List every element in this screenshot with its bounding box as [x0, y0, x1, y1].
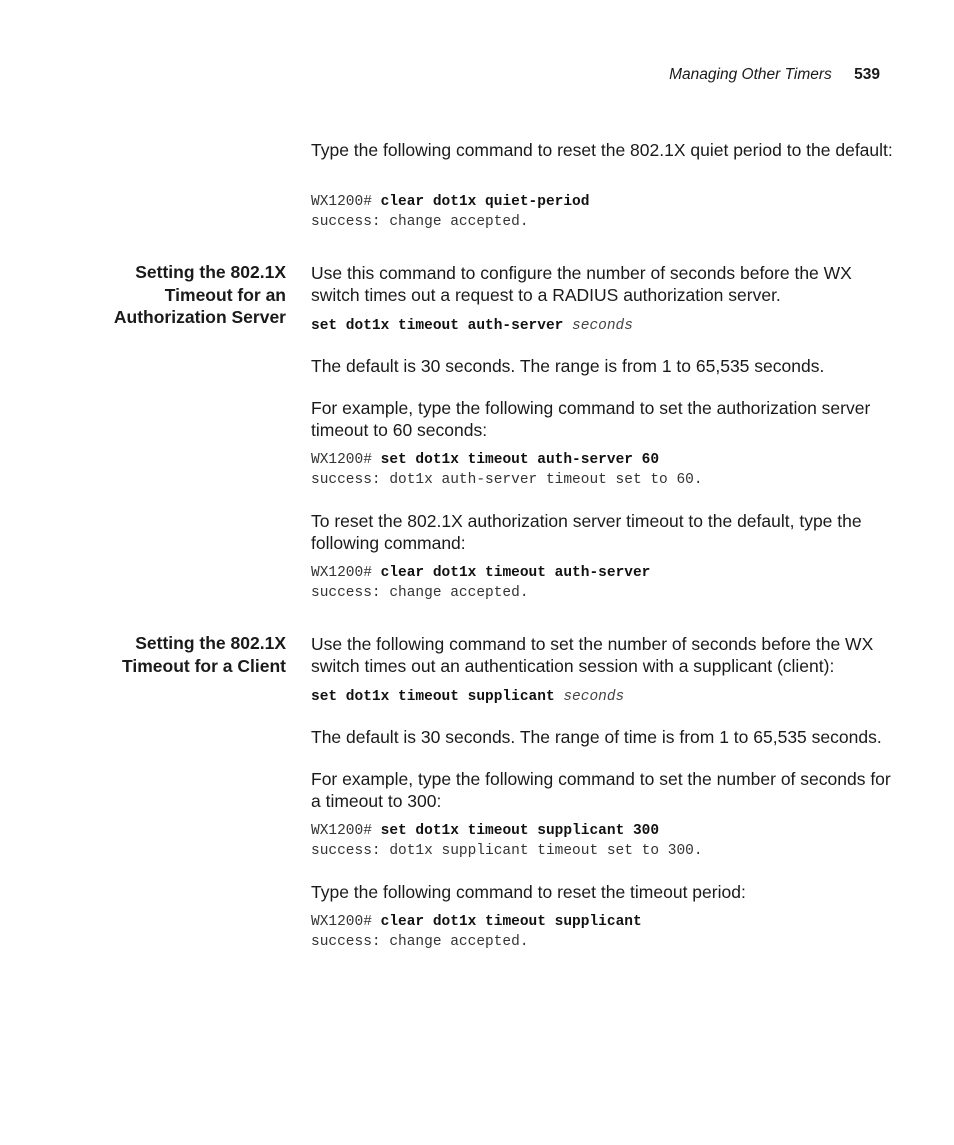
- cli-output: success: change accepted.: [311, 585, 529, 601]
- auth-server-reset-intro: To reset the 802.1X authorization server timeout to the default, type the following command:: [311, 511, 862, 553]
- cli-output: success: change accepted.: [311, 934, 529, 950]
- chapter-title: Managing Other Timers: [669, 66, 832, 83]
- cli-command: clear dot1x timeout auth-server: [380, 565, 651, 581]
- client-example-intro: For example, type the following command to set the number of seconds for a timeout to 300:: [311, 769, 891, 811]
- cli-prompt: WX1200#: [311, 565, 372, 581]
- cli-command: set dot1x timeout supplicant 300: [380, 823, 660, 839]
- auth-server-default: The default is 30 seconds. The range is from 1 to 65,535 seconds.: [311, 356, 825, 376]
- syntax-command: set dot1x timeout auth-server: [311, 318, 564, 334]
- client-default: The default is 30 seconds. The range of time is from 1 to 65,535 seconds.: [311, 727, 882, 747]
- intro-paragraph: Type the following command to reset the 802.1X quiet period to the default:: [311, 140, 893, 160]
- syntax-argument: seconds: [563, 689, 625, 705]
- code-example-auth-server-reset: [311, 563, 650, 603]
- code-example-supplicant: [311, 821, 703, 861]
- client-description: Use the following command to set the number of seconds before the WX switch times out an authentication session with a supplicant (client):: [311, 634, 874, 676]
- auth-server-description: Use this command to configure the number of seconds before the WX switch times out a request to a RADIUS authorization server.: [311, 263, 852, 305]
- auth-server-example-intro: For example, type the following command to set the authorization server timeout to 60 seconds:: [311, 398, 871, 440]
- syntax-command: set dot1x timeout supplicant: [311, 689, 555, 705]
- code-example-quiet-period: [311, 192, 589, 232]
- cli-prompt: WX1200#: [311, 452, 372, 468]
- page-number: 539: [854, 66, 880, 83]
- running-header: [0, 66, 880, 84]
- syntax-auth-server: [311, 316, 633, 336]
- syntax-supplicant: [311, 687, 624, 707]
- cli-output: success: change accepted.: [311, 214, 529, 230]
- section-heading-client: Setting the 802.1X Timeout for a Client: [122, 633, 286, 676]
- cli-prompt: WX1200#: [311, 914, 372, 930]
- client-reset-intro: Type the following command to reset the timeout period:: [311, 882, 746, 902]
- cli-output: success: dot1x auth-server timeout set to 60.: [311, 472, 703, 488]
- cli-prompt: WX1200#: [311, 194, 372, 210]
- cli-command: set dot1x timeout auth-server 60: [380, 452, 660, 468]
- cli-command: clear dot1x quiet-period: [380, 194, 590, 210]
- cli-command: clear dot1x timeout supplicant: [380, 914, 642, 930]
- cli-output: success: dot1x supplicant timeout set to 300.: [311, 843, 703, 859]
- cli-prompt: WX1200#: [311, 823, 372, 839]
- code-example-auth-server: [311, 450, 703, 490]
- code-example-supplicant-reset: [311, 912, 642, 952]
- section-heading-auth-server: Setting the 802.1X Timeout for an Authorization Server: [113, 262, 286, 327]
- syntax-argument: seconds: [572, 318, 633, 334]
